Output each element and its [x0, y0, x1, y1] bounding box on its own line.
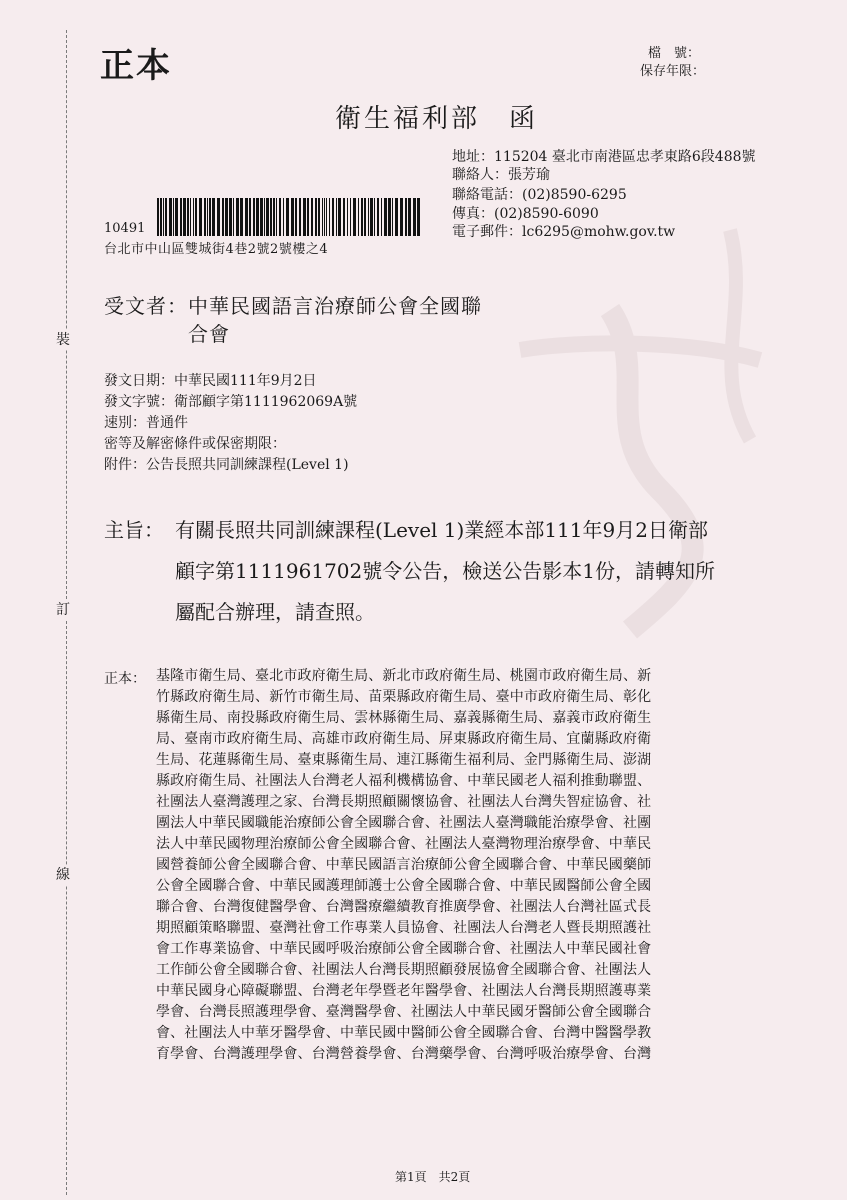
cc-line: 國營養師公會全國聯合會、中華民國語言治療師公會全國聯合會、中華民國藥師 — [156, 857, 652, 873]
issue-date: 發文日期：中華民國111年9月2日 — [104, 373, 317, 389]
page-number: 第1頁 共2頁 — [395, 1170, 471, 1184]
attachment: 附件：公告長照共同訓練課程(Level 1) — [104, 457, 349, 473]
subject-label: 主旨： — [104, 518, 164, 542]
secrecy-level: 密等及解密條件或保密期限： — [104, 436, 286, 452]
contact-address: 地址：115204 臺北市南港區忠孝東路6段488號 — [452, 149, 756, 165]
document-number: 發文字號：衛部顧字第1111962069A號 — [104, 394, 358, 410]
cc-line: 縣政府衛生局、社團法人台灣老人福利機構協會、中華民國老人福利推動聯盟、 — [156, 773, 652, 789]
cc-line: 局、臺南市政府衛生局、高雄市政府衛生局、屏東縣政府衛生局、宜蘭縣政府衛 — [156, 731, 652, 747]
delivery-speed: 速別：普通件 — [104, 415, 188, 431]
cc-line: 基隆市衛生局、臺北市政府衛生局、新北市政府衛生局、桃園市政府衛生局、新 — [156, 668, 652, 684]
contact-email: 電子郵件：lc6295@mohw.gov.tw — [452, 224, 676, 240]
cc-line: 生局、花蓮縣衛生局、臺東縣衛生局、連江縣衛生福利局、金門縣衛生局、澎湖 — [156, 752, 652, 768]
cc-line: 工作師公會全國聯合會、社團法人台灣長期照顧發展協會全國聯合會、社團法人 — [156, 962, 652, 978]
mailing-address: 台北市中山區雙城街4巷2號2號樓之4 — [104, 242, 329, 257]
cc-line: 竹縣政府衛生局、新竹市衛生局、苗栗縣政府衛生局、臺中市政府衛生局、彰化 — [156, 689, 652, 705]
postal-barcode — [155, 198, 425, 236]
cc-line: 法人中華民國物理治療師公會全國聯合會、社團法人臺灣物理治療學會、中華民 — [156, 836, 652, 852]
cc-line: 期照顧策略聯盟、臺灣社會工作專業人員協會、社團法人台灣老人暨長期照護社 — [156, 920, 652, 936]
cc-line: 公會全國聯合會、中華民國護理師護士公會全國聯合會、中華民國醫師公會全國 — [156, 878, 652, 894]
binding-mark-ding: 訂 — [56, 602, 70, 618]
cc-line: 團法人中華民國職能治療師公會全國聯合會、社團法人臺灣職能治療學會、社團 — [156, 815, 652, 831]
cc-line: 社團法人臺灣護理之家、台灣長期照顧關懷協會、社團法人台灣失智症協會、社 — [156, 794, 652, 810]
cc-label: 正本： — [104, 671, 146, 687]
contact-fax: 傳真：(02)8590-6090 — [452, 206, 599, 222]
contact-phone: 聯絡電話：(02)8590-6295 — [452, 187, 627, 203]
cc-line: 聯合會、台灣復健醫學會、台灣醫療繼續教育推廣學會、社團法人台灣社區式長 — [156, 899, 652, 915]
document-title: 衛生福利部 函 — [335, 104, 539, 134]
retention-period-label: 保存年限： — [640, 64, 706, 79]
binding-mark-zhuang: 裝 — [56, 332, 70, 348]
binding-mark-xian: 線 — [56, 867, 70, 883]
contact-person: 聯絡人：張芳瑜 — [452, 167, 550, 183]
copy-mark: 正本 — [100, 46, 172, 86]
cc-line: 中華民國身心障礙聯盟、台灣老年學暨老年醫學會、社團法人台灣長期照護專業 — [156, 983, 652, 999]
postal-zip: 10491 — [104, 221, 146, 236]
subject-line-2: 顧字第1111961702號令公告，檢送公告影本1份，請轉知所 — [175, 559, 715, 583]
subject-line-1: 有關長照共同訓練課程(Level 1)業經本部111年9月2日衛部 — [175, 518, 708, 542]
cc-line: 會工作專業協會、中華民國呼吸治療師公會全國聯合會、社團法人中華民國社會 — [156, 941, 652, 957]
cc-line: 縣衛生局、南投縣政府衛生局、雲林縣衛生局、嘉義縣衛生局、嘉義市政府衛生 — [156, 710, 652, 726]
cc-line: 學會、台灣長照護理學會、臺灣醫學會、社團法人中華民國牙醫師公會全國聯合 — [156, 1004, 652, 1020]
cc-line: 會、社團法人中華牙醫學會、中華民國中醫師公會全國聯合會、台灣中醫醫學教 — [156, 1025, 652, 1041]
subject-line-3: 屬配合辦理，請查照。 — [175, 600, 375, 624]
recipient-line-2: 合會 — [188, 322, 230, 346]
cc-line: 育學會、台灣護理學會、台灣營養學會、台灣藥學會、台灣呼吸治療學會、台灣 — [156, 1046, 652, 1062]
recipient-line-1: 受文者：中華民國語言治療師公會全國聯 — [104, 294, 482, 318]
file-number-label: 檔 號： — [648, 46, 701, 61]
